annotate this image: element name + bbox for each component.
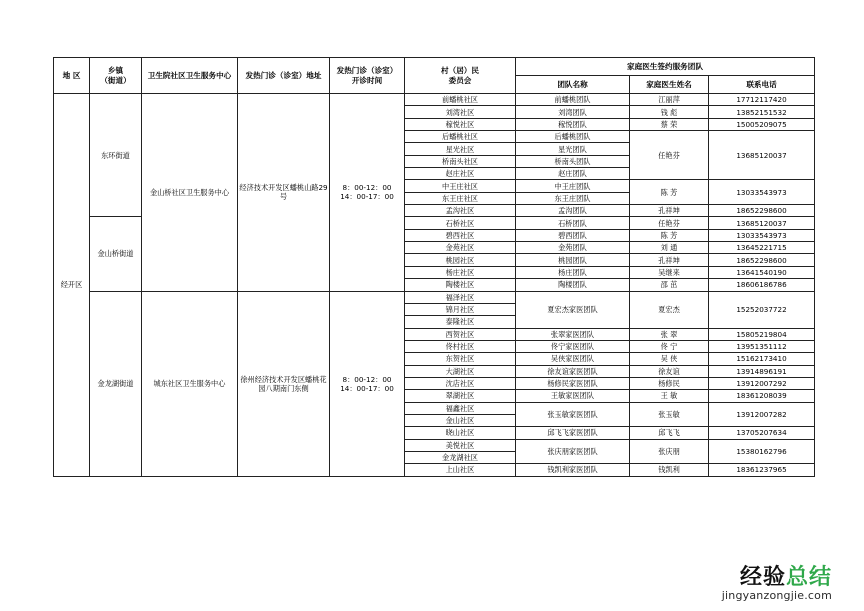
doctor-cell: 孔祥坤 (630, 205, 709, 217)
team-cell: 陶楼团队 (516, 279, 630, 291)
village-cell: 佟村社区 (405, 340, 516, 352)
header-village: 村（居）民 委员会 (405, 58, 516, 94)
doctor-cell: 杨修民 (630, 377, 709, 389)
street-cell: 金山桥街道 (90, 217, 142, 291)
phone-cell: 15005209075 (709, 118, 815, 130)
doctor-cell: 刘 通 (630, 242, 709, 254)
team-cell: 桥南头团队 (516, 155, 630, 167)
village-cell: 上山社区 (405, 464, 516, 476)
doctor-cell: 佟 宁 (630, 340, 709, 352)
village-cell: 大湖社区 (405, 365, 516, 377)
village-cell: 福鑫社区 (405, 402, 516, 414)
village-cell: 东王庄社区 (405, 192, 516, 204)
phone-cell: 13641540190 (709, 266, 815, 278)
table-row (54, 94, 815, 106)
doctor-cell-merged: 任艳芬 (630, 131, 709, 180)
phone-cell: 18652298600 (709, 254, 815, 266)
time-cell: 8：00-12：00 14：00-17：00 (330, 291, 405, 476)
team-cell: 石桥团队 (516, 217, 630, 229)
doctor-cell: 钱 彪 (630, 106, 709, 118)
address-cell: 徐州经济技术开发区蟠桃花园八期南门东侧 (238, 291, 330, 476)
header-center: 卫生院社区卫生服务中心 (142, 58, 238, 94)
watermark (722, 560, 832, 602)
village-cell: 福泽社区 (405, 291, 516, 303)
phone-cell: 18361237965 (709, 464, 815, 476)
phone-cell-merged: 15380162796 (709, 439, 815, 464)
team-cell: 东王庄团队 (516, 192, 630, 204)
doctor-cell: 邵 茁 (630, 279, 709, 291)
village-cell: 杨庄社区 (405, 266, 516, 278)
doctor-cell: 江丽萍 (630, 94, 709, 106)
team-cell: 邱飞飞家医团队 (516, 427, 630, 439)
phone-cell: 13705207634 (709, 427, 815, 439)
team-cell-merged: 张玉敏家医团队 (516, 402, 630, 427)
doctor-cell: 孔祥坤 (630, 254, 709, 266)
team-cell: 佟宁家医团队 (516, 340, 630, 352)
team-cell: 稼悦团队 (516, 118, 630, 130)
watermark-green-text: 总结 (785, 564, 832, 590)
village-cell: 陶楼社区 (405, 279, 516, 291)
phone-cell: 13912007292 (709, 377, 815, 389)
village-cell: 翠湖社区 (405, 390, 516, 402)
team-cell: 前蟠桃团队 (516, 94, 630, 106)
header-team-group: 家庭医生签约服务团队 (516, 58, 815, 76)
phone-cell: 18361208039 (709, 390, 815, 402)
village-cell: 刘湾社区 (405, 106, 516, 118)
phone-cell: 13914896191 (709, 365, 815, 377)
doctor-cell-merged: 张玉敏 (630, 402, 709, 427)
village-cell: 晓山社区 (405, 427, 516, 439)
team-cell: 桃园团队 (516, 254, 630, 266)
village-cell: 稼悦社区 (405, 118, 516, 130)
village-cell: 美悦社区 (405, 439, 516, 451)
phone-cell: 18652298600 (709, 205, 815, 217)
team-cell: 杨修民家医团队 (516, 377, 630, 389)
address-cell: 经济技术开发区蟠桃山路29号 (238, 94, 330, 292)
header-doctor-name: 家庭医生姓名 (630, 76, 709, 94)
phone-cell: 13852151532 (709, 106, 815, 118)
team-cell: 徐友谊家医团队 (516, 365, 630, 377)
team-cell-merged: 张庆朋家医团队 (516, 439, 630, 464)
doctor-cell: 吴继来 (630, 266, 709, 278)
phone-cell-merged: 13033543973 (709, 180, 815, 205)
area-cell: 经开区 (54, 94, 90, 477)
phone-cell-merged: 15252037722 (709, 291, 815, 328)
family-doctor-table (53, 57, 815, 477)
village-cell: 金苑社区 (405, 242, 516, 254)
doctor-cell: 张 翠 (630, 328, 709, 340)
team-cell: 星光团队 (516, 143, 630, 155)
village-cell: 前蟠桃社区 (405, 94, 516, 106)
doctor-cell: 蔡 荣 (630, 118, 709, 130)
village-cell: 金山社区 (405, 414, 516, 426)
doctor-cell: 钱凯利 (630, 464, 709, 476)
village-cell: 星光社区 (405, 143, 516, 155)
phone-cell: 17712117420 (709, 94, 815, 106)
phone-cell: 15805219804 (709, 328, 815, 340)
village-cell: 西贺社区 (405, 328, 516, 340)
village-cell: 桃园社区 (405, 254, 516, 266)
phone-cell: 13951351112 (709, 340, 815, 352)
village-cell: 孟沟社区 (405, 205, 516, 217)
phone-cell: 13685120037 (709, 217, 815, 229)
team-cell: 赵庄团队 (516, 168, 630, 180)
table-row (54, 291, 815, 303)
center-cell: 金山桥社区卫生服务中心 (142, 94, 238, 292)
doctor-cell-merged: 夏宏杰 (630, 291, 709, 328)
village-cell: 桥南头社区 (405, 155, 516, 167)
watermark-black-text: 经验 (739, 564, 786, 590)
team-cell: 孟沟团队 (516, 205, 630, 217)
phone-cell-merged: 13912007282 (709, 402, 815, 427)
header-area: 地 区 (54, 58, 90, 94)
watermark-logo-text (722, 560, 832, 591)
header-clinic-time: 发热门诊（诊室） 开诊时间 (330, 58, 405, 94)
center-cell: 城东社区卫生服务中心 (142, 291, 238, 476)
header-team-name: 团队名称 (516, 76, 630, 94)
team-cell: 吴侠家医团队 (516, 353, 630, 365)
team-cell: 中王庄团队 (516, 180, 630, 192)
team-cell-merged: 夏宏杰家医团队 (516, 291, 630, 328)
village-cell: 东贺社区 (405, 353, 516, 365)
phone-cell: 18606186786 (709, 279, 815, 291)
doctor-cell: 邱飞飞 (630, 427, 709, 439)
team-cell: 杨庄团队 (516, 266, 630, 278)
village-cell: 金龙湖社区 (405, 451, 516, 463)
doctor-cell: 王 敏 (630, 390, 709, 402)
village-cell: 沈店社区 (405, 377, 516, 389)
team-cell: 碧西团队 (516, 229, 630, 241)
header-clinic-address: 发热门诊（诊室）地址 (238, 58, 330, 94)
doctor-cell: 任艳芬 (630, 217, 709, 229)
team-cell: 张翠家医团队 (516, 328, 630, 340)
village-cell: 赵庄社区 (405, 168, 516, 180)
header-row-1 (54, 58, 815, 76)
village-cell: 石桥社区 (405, 217, 516, 229)
phone-cell: 15162173410 (709, 353, 815, 365)
village-cell: 后蟠桃社区 (405, 131, 516, 143)
village-cell: 中王庄社区 (405, 180, 516, 192)
team-cell: 刘湾团队 (516, 106, 630, 118)
doctor-cell: 陈 芳 (630, 229, 709, 241)
street-cell: 东环街道 (90, 94, 142, 217)
village-cell: 碧西社区 (405, 229, 516, 241)
street-cell: 金龙湖街道 (90, 291, 142, 476)
doctor-cell-merged: 陈 芳 (630, 180, 709, 205)
team-cell: 王敏家医团队 (516, 390, 630, 402)
phone-cell: 13033543973 (709, 229, 815, 241)
watermark-url: jingyanzongjie.com (721, 589, 832, 602)
team-cell: 金苑团队 (516, 242, 630, 254)
village-cell: 锦月社区 (405, 303, 516, 315)
time-cell: 8：00-12：00 14：00-17：00 (330, 94, 405, 292)
team-cell: 钱凯利家医团队 (516, 464, 630, 476)
doctor-cell: 吴 侠 (630, 353, 709, 365)
doctor-cell-merged: 张庆朋 (630, 439, 709, 464)
team-cell: 后蟠桃团队 (516, 131, 630, 143)
doctor-cell: 徐友谊 (630, 365, 709, 377)
phone-cell: 13645221715 (709, 242, 815, 254)
village-cell: 泰隆社区 (405, 316, 516, 328)
header-phone: 联系电话 (709, 76, 815, 94)
header-town: 乡镇 （街道） (90, 58, 142, 94)
phone-cell-merged: 13685120037 (709, 131, 815, 180)
